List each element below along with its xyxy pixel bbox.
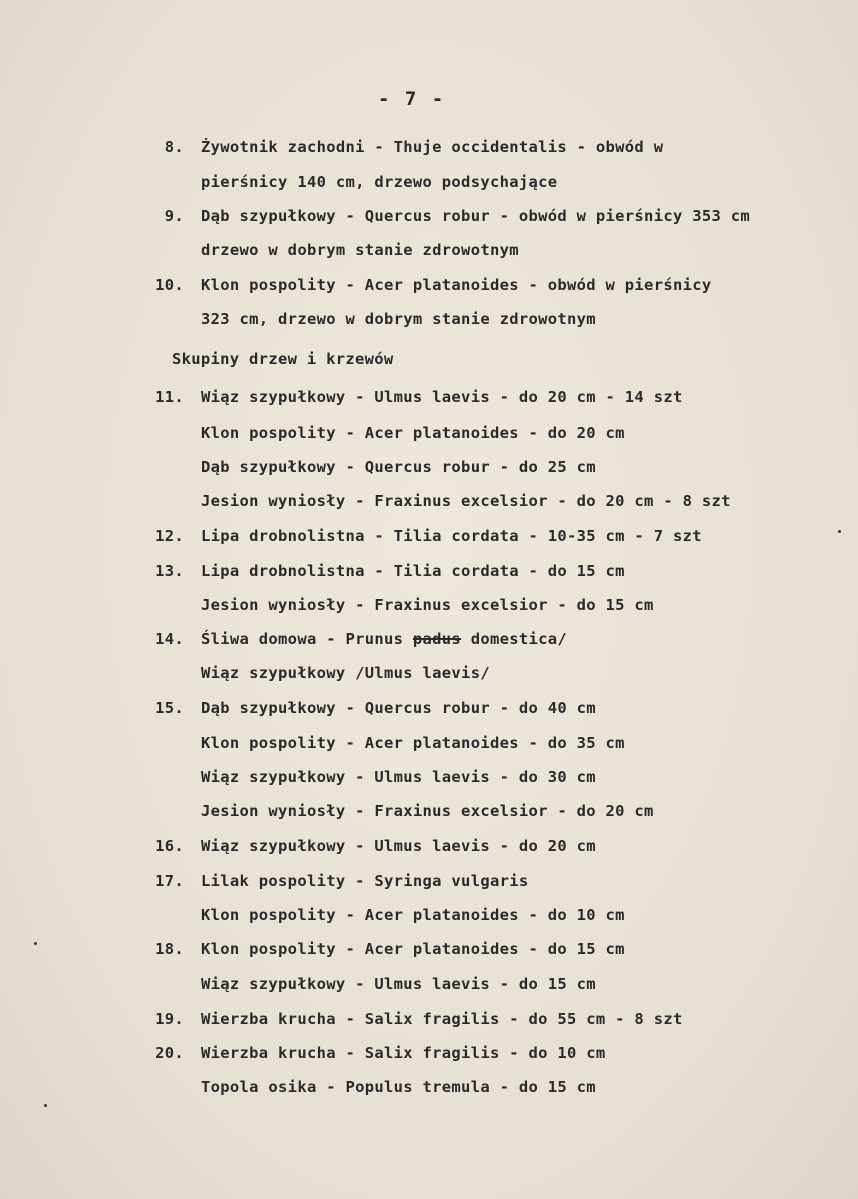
item-text: Wiąz szypułkowy - Ulmus laevis - do 30 cm bbox=[201, 768, 596, 786]
item-text: 323 cm, drzewo w dobrym stanie zdrowotnym bbox=[201, 310, 596, 328]
item-text: Wiąz szypułkowy - Ulmus laevis - do 20 cm bbox=[201, 837, 596, 855]
item-text: Żywotnik zachodni - Thuje occidentalis - obwód w bbox=[201, 138, 664, 156]
item-text: Wiąz szypułkowy /Ulmus laevis/ bbox=[201, 664, 490, 682]
paper-speck bbox=[838, 530, 841, 533]
item-text: Lipa drobnolistna - Tilia cordata - do 15 cm bbox=[201, 562, 625, 580]
item-text: Klon pospolity - Acer platanoides - do 35 cm bbox=[201, 734, 625, 752]
item-text: Wierzba krucha - Salix fragilis - do 10 cm bbox=[201, 1044, 606, 1062]
page-number: - 7 - bbox=[378, 88, 446, 110]
item-text: Wierzba krucha - Salix fragilis - do 55 cm - 8 szt bbox=[201, 1010, 683, 1028]
item-text: Jesion wyniosły - Fraxinus excelsior - do 15 cm bbox=[201, 596, 654, 614]
item-text-part: domestica/ bbox=[461, 630, 568, 648]
item-number: 11. bbox=[155, 388, 184, 406]
item-text: Lipa drobnolistna - Tilia cordata - 10-35 cm - 7 szt bbox=[201, 527, 702, 545]
item-text: drzewo w dobrym stanie zdrowotnym bbox=[201, 241, 519, 259]
item-text-part: Śliwa domowa - Prunus bbox=[201, 630, 413, 648]
item-text: Jesion wyniosły - Fraxinus excelsior - do 20 cm bbox=[201, 802, 654, 820]
item-number: 19. bbox=[155, 1010, 184, 1028]
item-number: 18. bbox=[155, 940, 184, 958]
item-number: 9. bbox=[164, 207, 184, 225]
item-text: Klon pospolity - Acer platanoides - obwód w pierśnicy bbox=[201, 276, 712, 294]
item-number: 14. bbox=[155, 630, 184, 648]
item-text: Klon pospolity - Acer platanoides - do 15 cm bbox=[201, 940, 625, 958]
item-number: 20. bbox=[155, 1044, 184, 1062]
struck-word: padus bbox=[412, 630, 462, 648]
item-text: Dąb szypułkowy - Quercus robur - obwód w pierśnicy 353 cm bbox=[201, 207, 751, 225]
item-text: Klon pospolity - Acer platanoides - do 20 cm bbox=[201, 424, 625, 442]
item-number: 15. bbox=[155, 699, 184, 717]
paper-speck bbox=[34, 942, 37, 945]
item-text: Jesion wyniosły - Fraxinus excelsior - do 20 cm - 8 szt bbox=[201, 492, 731, 510]
item-number: 12. bbox=[155, 527, 184, 545]
item-number: 17. bbox=[155, 872, 184, 890]
section-heading-text: Skupiny drzew i krzewów bbox=[172, 350, 394, 368]
item-text: Klon pospolity - Acer platanoides - do 10 cm bbox=[201, 906, 625, 924]
paper-speck bbox=[44, 1104, 47, 1107]
item-number: 16. bbox=[155, 837, 184, 855]
item-text: Wiąz szypułkowy - Ulmus laevis - do 15 cm bbox=[201, 975, 596, 993]
item-text: Dąb szypułkowy - Quercus robur - do 40 cm bbox=[201, 699, 596, 717]
item-number: 8. bbox=[164, 138, 184, 156]
item-text: Lilak pospolity - Syringa vulgaris bbox=[201, 872, 529, 890]
item-text: Topola osika - Populus tremula - do 15 cm bbox=[201, 1078, 596, 1096]
item-text: Dąb szypułkowy - Quercus robur - do 25 cm bbox=[201, 458, 596, 476]
item-text: Wiąz szypułkowy - Ulmus laevis - do 20 cm - 14 szt bbox=[201, 388, 683, 406]
item-number: 13. bbox=[155, 562, 184, 580]
item-text: pierśnicy 140 cm, drzewo podsychające bbox=[201, 173, 558, 191]
item-text bbox=[201, 630, 567, 648]
item-number: 10. bbox=[155, 276, 184, 294]
